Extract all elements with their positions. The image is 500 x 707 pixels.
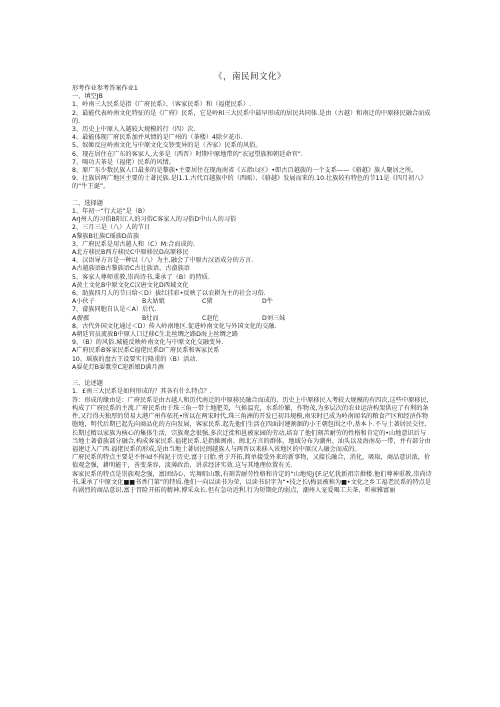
option: A殷瓠 (72, 314, 89, 322)
spacer (72, 372, 432, 380)
spacer (72, 192, 432, 200)
essay-answer-paragraph: 客家民系的特点是崇族观念强，富团结心，宪舞唱山歌,有刻苦耐劳性格和肯定的“山地宛J{F.记忆犹新祖宗揖楼.他们尊神重教,崇尚诗书,秉承了中原文化■■书香门第”的特质.他们一向以读书为荣，以读书识字为“•技之长\梅县被称为■•文化之乡工福老民系的特点是有剧烈的商品意识,富于胃险开拓的精神,博采众长.但有急功近利.行为短期化的弱点，潮州人宠爱喝工夫茶，听雍雅富丽 (72, 470, 432, 494)
fill-blank-item: 9、壮族居两广地区主要的土著民族.是l1.1.古代百越族中的（西瓯）、《骆越》发展而来的.10.壮族较有特色的节11是《四月初八》的“牛王诞”。 (72, 175, 427, 191)
option: C赵佗 (202, 314, 219, 322)
choice-question: 5、客家人尊师重教,崇尚诗书,秉承了（B）的特质. (72, 273, 210, 281)
section-heading-fill-blank: 一、填空JB (72, 93, 103, 101)
choice-answers: A古越族语B古黎族语C古壮族语、古畲族语 (72, 265, 190, 273)
choice-question: 2、三月三是（八）人的节日 (72, 224, 151, 232)
choice-answers: A黎族B壮族C瑶族D苗族 (72, 232, 140, 240)
choice-answers: A广府民系B客家民系C福佬民系D广府民系和客家民系 (72, 347, 220, 355)
option: B灶而 (142, 314, 159, 322)
choice-answers: A耍花灯B耍歌堂C迎新娘D满月酒 (72, 363, 164, 371)
choice-question: 9、（B）的风俗.城能反映岭南文化与中原文化交融变异. (72, 339, 224, 347)
fill-blank-item: 8、原广东少数民族人口最多的是黎族•主要居住在现海南省《五指山区》•即古百越族的一个支系——《骆越》族人聚居之所。 (72, 167, 418, 175)
section-heading-essay: 三、论述题 (72, 380, 103, 388)
essay-question: 1．£南三大民系是如何形成的？其各有什么特点？. (72, 388, 212, 396)
choice-options (72, 315, 432, 323)
choice-answers: ArJ州人的习俗B阳江人的习俗C客家人的习俗D中山人的习俗 (72, 216, 237, 224)
fill-blank-item: 4、最能体现广府民系加并风情的是广州的（茶楼）4除夕花市. (72, 134, 243, 142)
fill-blank-item: 3、历史上中原人入越较大规模的行（四）次. (72, 126, 196, 134)
page-title: 《，南民间文化》 (213, 72, 286, 82)
section-heading-choice: 二、选择题 (72, 199, 103, 207)
choice-question: 1、年初一“行大运”是（B） (72, 208, 149, 216)
choice-question: 6、助族四月人的节日给＜D）拔红挂彩•反映了以农耕为主的社会习俗. (72, 290, 266, 298)
fill-blank-item: 2、最能代表岭南文化特征的是《广府》民系，它是岭Rl三大民系中最早形成的居民共同体.是由（古越）和南迁的中原移民融合而成的. (72, 109, 431, 125)
option: D牛 (262, 298, 273, 306)
assignment-heading: 形考作业参考答案作业1 (72, 85, 138, 92)
essay-answer-paragraph: 广府民系的特点主要是不怀Id不拘泥于历史,富于日胎.勇于开拓,简单接受外来的新事物，又接长融合，消化，吸取，商品意识浓，价值观念强，耕明能干，善变茶容，淡薄政治，讲求经济实效.这与其地理位置有关. (72, 454, 431, 470)
fill-blank-item: 6、现在居住在广东的客家人,大多是（西晋）时期中原地带的“衣冠望族和朝廷命官”. (72, 150, 303, 158)
choice-question: 10、瑶族的盘古王设要实行隆重的（B）活动. (72, 355, 198, 363)
choice-question: 4、汉语导方言是一种以（八）为主,融会了中原古汉语成分的方言. (72, 257, 254, 265)
choice-answers: A北方移民B西方移民C中原移民D高原移民 (72, 249, 189, 257)
choice-question: 7、畲族同胞自认是＜A）后代. (72, 306, 157, 314)
choice-answers: A朝廷官员流放B中原人口迁移C生北丝绸之路D海上丝绸之路 (72, 331, 239, 339)
choice-answers: A黄土文化B中原文化C汉唐文化D西域文化 (72, 281, 189, 289)
option: C猪 (202, 298, 213, 306)
essay-answer-paragraph: 答：形成的缘由是：广府民系是由古越人和历代南迁的中原移民融合而成的，历史上中原移民入考较大规模的有四次,这些中原移民,构成了广府民系的主流.广府民系由于珠三角一带土地肥美，气候温充，水系纷繁，作物茂,为多层次的农业运济构架供应了有利的条件,又行得天独厚的贸易大港广州作依托•所以在两宋时代,珠三角洲的开发已初具规模,南宋时已成为岭南闻名的粮食产区和经济作物胞地，明代后期已起先向商品化的方向发展，客家民系.起先他们生活在四面封建割据的小王朝包围之中,基本卜.不与土著居民交往,长期过精以家族为核心的集体生活，宗族观念很强,多次迁徙和邕被家园的劳动,培育了他们刻苦耐劳的性格和肯定的•山地意识后与当地土著畲族部分融合,构成客家民系.福佬民系.是指操闽南、闽北方言的群体，地域分布为潮州、汕头以及海南岛一带，并有部分由福建迁入广西.福佬民系的形成,是由当地土著居民闽越族人与两晋以来移入该地区的中原汉人融会而成的。 (72, 396, 431, 453)
fill-blank-item: 7、喝功夫茶是（福佬）民系的风情。 (72, 158, 175, 166)
option: B大姑娘 (142, 298, 165, 306)
option: D刘三妹 (262, 314, 286, 322)
choice-question: 3、广府民系是用古越人和（C）M:合而成的. (72, 240, 195, 248)
choice-question: 8、古代外国文化通过＜D）传入岭南地区.促进岭南文化与外国文化的交融. (72, 322, 277, 330)
fill-blank-item: 5、奴姬反应岭南文化与中原文化交钞变异的是（齐家）民系的风俗。 (72, 142, 262, 150)
option: A小伙子 (72, 298, 95, 306)
fill-blank-item: 1、岭南三大民系是指《广府民系》、（客家民系）和（福佬民系）. (72, 101, 252, 109)
document-body (72, 85, 432, 495)
